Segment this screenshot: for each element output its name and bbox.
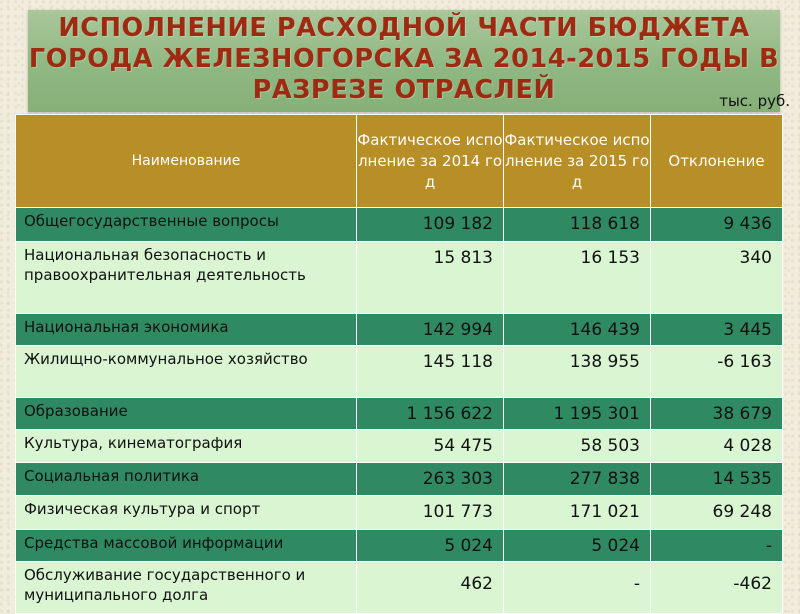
deviation-cell: -6 163 — [651, 346, 783, 398]
table-row — [16, 562, 783, 614]
row-name-cell: Культура, кинематография — [16, 430, 357, 463]
value-2014-cell: 145 118 — [357, 346, 504, 398]
row-name-cell: Физическая культура и спорт — [16, 496, 357, 530]
value-2015-cell: 58 503 — [504, 430, 651, 463]
column-header-deviation: Отклонение — [651, 115, 783, 208]
column-header-2014: Фактическое исполнение за 2014 год — [357, 115, 504, 208]
value-2015-cell: 277 838 — [504, 463, 651, 496]
row-name-cell: Средства массовой информации — [16, 530, 357, 562]
value-2014-cell: 109 182 — [357, 208, 504, 242]
row-name-cell: Обслуживание государственного и муниципального долга — [16, 562, 357, 614]
table-header-row — [16, 115, 783, 208]
value-2015-cell: 1 195 301 — [504, 398, 651, 430]
table-row — [16, 398, 783, 430]
row-name-cell: Образование — [16, 398, 357, 430]
value-2015-cell: 138 955 — [504, 346, 651, 398]
value-2015-cell: 16 153 — [504, 242, 651, 314]
value-2014-cell: 462 — [357, 562, 504, 614]
value-2014-cell: 54 475 — [357, 430, 504, 463]
column-header-2015: Фактическое исполнение за 2015 год — [504, 115, 651, 208]
value-2015-cell: 171 021 — [504, 496, 651, 530]
value-2015-cell: 5 024 — [504, 530, 651, 562]
row-name-cell: Национальная безопасность и правоохранительная деятельность — [16, 242, 357, 314]
value-2014-cell: 101 773 — [357, 496, 504, 530]
page-title: ИСПОЛНЕНИЕ РАСХОДНОЙ ЧАСТИ БЮДЖЕТА ГОРОДА ЖЕЛЕЗНОГОРСКА ЗА 2014-2015 ГОДЫ В РАЗРЕЗЕ ОТРАСЛЕЙ — [28, 13, 780, 105]
row-name-cell: Социальная политика — [16, 463, 357, 496]
row-name-cell: Общегосударственные вопросы — [16, 208, 357, 242]
value-2014-cell: 263 303 — [357, 463, 504, 496]
value-2015-cell: 118 618 — [504, 208, 651, 242]
deviation-cell: -462 — [651, 562, 783, 614]
value-2014-cell: 1 156 622 — [357, 398, 504, 430]
deviation-cell: 4 028 — [651, 430, 783, 463]
deviation-cell: 340 — [651, 242, 783, 314]
deviation-cell: 69 248 — [651, 496, 783, 530]
deviation-cell: 38 679 — [651, 398, 783, 430]
table-row — [16, 463, 783, 496]
units-label: тыс. руб. — [719, 92, 790, 110]
deviation-cell: - — [651, 530, 783, 562]
deviation-cell: 3 445 — [651, 314, 783, 346]
deviation-cell: 9 436 — [651, 208, 783, 242]
row-name-cell: Национальная экономика — [16, 314, 357, 346]
value-2015-cell: 146 439 — [504, 314, 651, 346]
table-row — [16, 208, 783, 242]
value-2014-cell: 15 813 — [357, 242, 504, 314]
column-header-name: Наименование — [16, 115, 357, 208]
deviation-cell: 14 535 — [651, 463, 783, 496]
table-row — [16, 430, 783, 463]
value-2014-cell: 142 994 — [357, 314, 504, 346]
table-row — [16, 496, 783, 530]
row-name-cell: Жилищно-коммунальное хозяйство — [16, 346, 357, 398]
table-row — [16, 242, 783, 314]
table-row — [16, 314, 783, 346]
value-2015-cell: - — [504, 562, 651, 614]
budget-table — [15, 114, 783, 614]
table-row — [16, 346, 783, 398]
table-row — [16, 530, 783, 562]
value-2014-cell: 5 024 — [357, 530, 504, 562]
